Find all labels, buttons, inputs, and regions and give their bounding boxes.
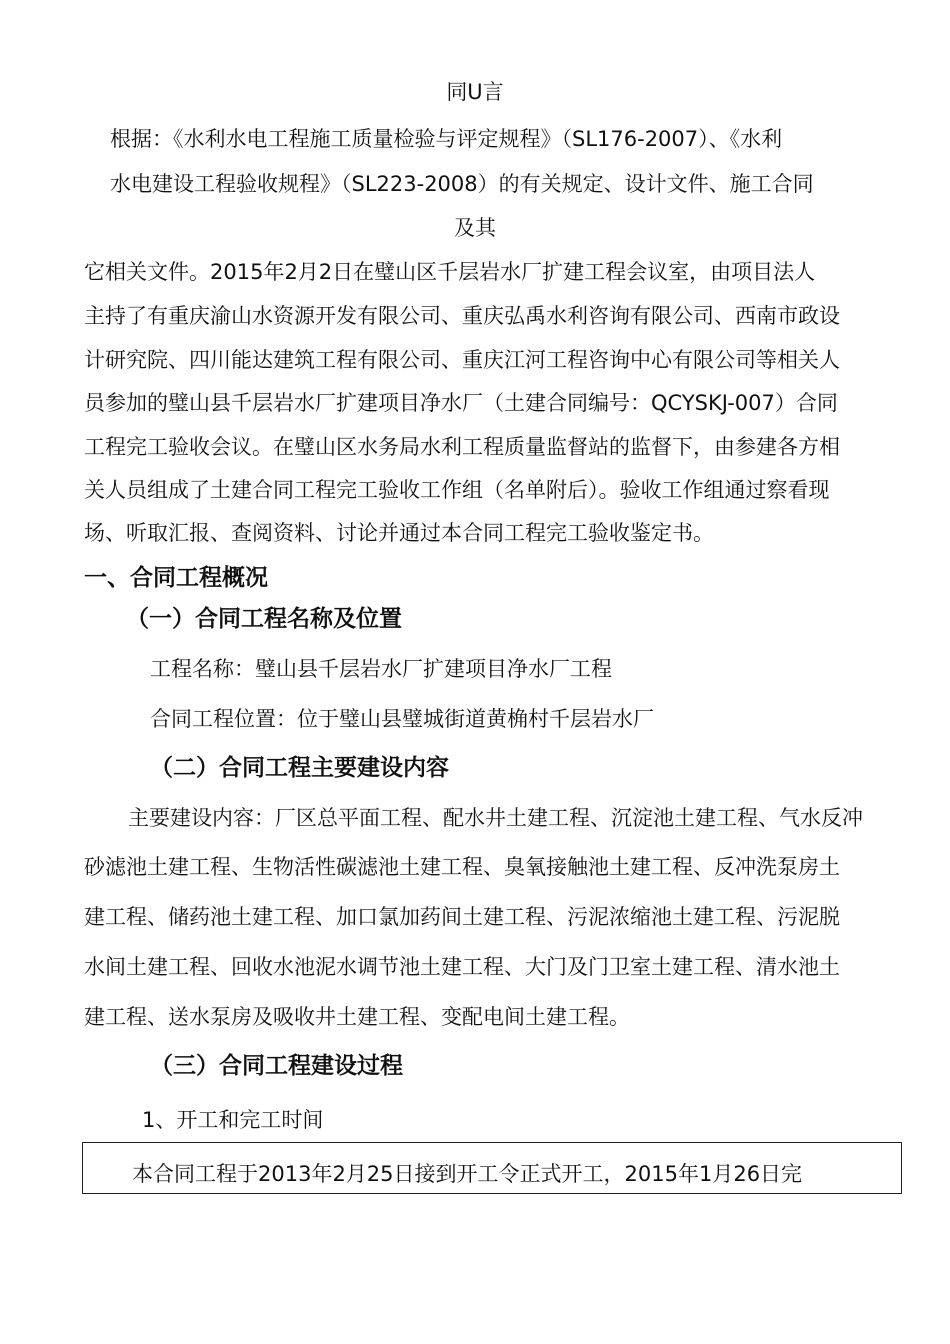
construction-content-line: 砂滤池土建工程、生物活性碳滤池土建工程、臭氧接触池土建工程、反冲洗泵房土: [84, 855, 840, 879]
body-line: 工程完工验收会议。在璧山区水务局水利工程质量监督站的监督下，由参建各方相: [84, 435, 840, 459]
body-line: 关人员组成了土建合同工程完工验收工作组（名单附后）。验收工作组通过察看现: [84, 478, 830, 502]
construction-content-line: 建工程、储药池土建工程、加口氯加药间土建工程、污泥浓缩池土建工程、污泥脱: [84, 905, 840, 929]
subsection-1-title: （一）合同工程名称及位置: [126, 606, 402, 632]
body-line: 它相关文件。2015年2月2日在璧山区千层岩水厂扩建工程会议室，由项目法人: [84, 260, 816, 284]
project-location-line: 合同工程位置：位于璧山县璧城街道黄桷村千层岩水厂: [150, 707, 654, 731]
body-line: 场、听取汇报、查阅资料、讨论并通过本合同工程完工验收鉴定书。: [84, 521, 714, 545]
body-line: 员参加的璧山县千层岩水厂扩建项目净水厂（土建合同编号：QCYSKJ-007）合同: [84, 391, 838, 415]
construction-content-line: 建工程、送水泵房及吸收井土建工程、变配电间土建工程。: [84, 1005, 630, 1029]
construction-content-line: 主要建设内容：厂区总平面工程、配水井土建工程、沉淀池土建工程、气水反冲: [128, 806, 863, 830]
intro-line-2: 水电建设工程验收规程》（SL223-2008）的有关规定、设计文件、施工合同: [110, 172, 814, 196]
body-line: 主持了有重庆渝山水资源开发有限公司、重庆弘禹水利咨询有限公司、西南市政设: [84, 304, 840, 328]
boxed-paragraph-line: 本合同工程于2013年2月25日接到开工令正式开工，2015年1月26日完: [132, 1162, 803, 1186]
section-1-title: 一、合同工程概况: [84, 565, 268, 591]
body-line: 计研究院、四川能达建筑工程有限公司、重庆江河工程咨询中心有限公司等相关人: [84, 348, 840, 372]
intro-line-1: 根据：《水利水电工程施工质量检验与评定规程》（SL176-2007）、《水利: [110, 127, 783, 151]
subsection-3-title: （三）合同工程建设过程: [150, 1053, 403, 1079]
construction-content-line: 水间土建工程、回收水池泥水调节池土建工程、大门及门卫室土建工程、清水池土: [84, 955, 840, 979]
document-heading: 同U言: [446, 80, 504, 104]
intro-line-3: 及其: [454, 216, 496, 240]
project-name-line: 工程名称：璧山县千层岩水厂扩建项目净水厂工程: [150, 657, 612, 681]
item-1-title: 1、开工和完工时间: [142, 1108, 324, 1132]
subsection-2-title: （二）合同工程主要建设内容: [150, 755, 449, 781]
